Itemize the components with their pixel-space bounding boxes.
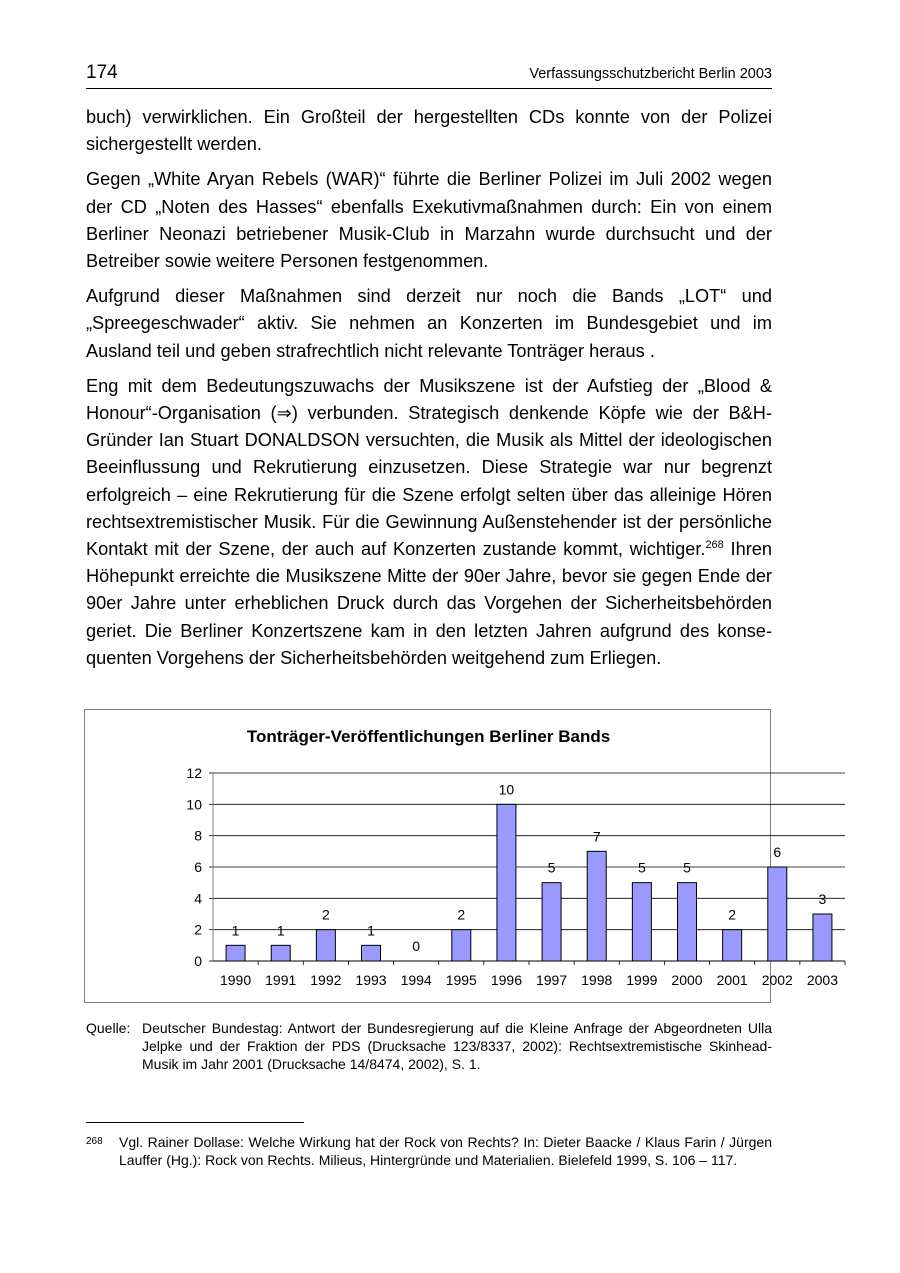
- data-label: 6: [773, 844, 782, 860]
- x-tick-label: 1999: [626, 972, 658, 988]
- data-label: 2: [457, 906, 466, 923]
- x-tick-label: 2003: [806, 972, 839, 988]
- bar: [362, 945, 381, 961]
- x-tick-label: 1995: [445, 972, 477, 988]
- bar: [271, 945, 290, 961]
- paragraph-2: Gegen „White Aryan Rebels (WAR)“ führte die Berliner Polizei im Juli 2002 wegen der CD „Noten des Hasses“ ebenfalls Exekutivmaßnahmen durch: Ein von einem Berliner Neonazi betriebener Musik-Club in Marzahn wurde durchsucht und der Betreiber sowie weitere Personen festgenommen.: [86, 169, 772, 272]
- y-tick-label: 4: [194, 890, 202, 907]
- x-tick-label: 1992: [310, 972, 342, 988]
- x-tick-label: 1997: [535, 972, 568, 988]
- running-header: Verfassungsschutzbericht Berlin 2003: [529, 66, 772, 82]
- x-tick-label: 1994: [400, 972, 432, 988]
- footnote-number: 268: [86, 1136, 103, 1147]
- data-label: 2: [728, 906, 737, 923]
- source-label: Quelle:: [86, 1020, 131, 1036]
- data-label: 1: [276, 922, 285, 939]
- footnote-text: Vgl. Rainer Dollase: Welche Wirkung hat der Rock von Rechts? In: Dieter Baacke / Klaus Farin / Jürgen Lauffer (Hg.): Rock von Rechts. Milieus, Hintergründe und Materialien. Bielefeld 1999, S. 106 – 117.: [119, 1134, 772, 1168]
- x-tick-label: 2002: [761, 972, 793, 988]
- bar: [632, 883, 651, 961]
- data-label: 5: [683, 859, 691, 876]
- x-tick-label: 1996: [490, 972, 523, 988]
- data-label: 5: [637, 859, 646, 876]
- chart-frame: [84, 709, 839, 1003]
- x-tick-label: 1998: [581, 972, 613, 988]
- x-tick-label: 1993: [355, 972, 387, 988]
- x-tick-label: 2001: [716, 972, 748, 988]
- y-tick-label: 0: [194, 953, 202, 969]
- y-tick-label: 2: [194, 921, 202, 938]
- footnote-rule: [86, 1122, 304, 1123]
- page-number: 174: [86, 62, 118, 83]
- header-rule: [86, 88, 772, 89]
- data-label: 1: [231, 922, 240, 939]
- paragraph-3: Aufgrund dieser Maßnahmen sind derzeit nur noch die Bands „LOT“ und „Spreegeschwader“ aktiv. Sie nehmen an Konzerten im Bundesgebiet und im Ausland teil und geben strafrechtlich nicht relevante Tonträger heraus .: [86, 286, 772, 361]
- y-tick-label: 6: [194, 859, 202, 875]
- x-tick-label: 1991: [265, 972, 297, 988]
- source-text: Deutscher Bundestag: Antwort der Bundesregierung auf die Kleine Anfrage der Abgeordneten Ulla Jelpke und der Fraktion der PDS (Drucksache 123/8337, 2002): Rechtsextremistische Skinhead-Musik im Jahr 2001 (Drucksache 14/8474, 2002), S. 1.: [142, 1020, 772, 1072]
- paragraph-4-part-2: Ihren Höhepunkt erreichte die Musikszene Mitte der 90er Jahre, bevor sie gegen Ende der 90er Jahre unter erheblichen Druck durch das Vorgehen der Sicherheitsbehörden geriet. Die Berliner Konzertszene kam in den letzten Jahren aufgrund des konsequenten Vorgehens der Sicherheitsbehörden weitgehend zum Erliegen.: [86, 539, 772, 668]
- chart-title: Tonträger-Veröffentlichungen Berliner Bands: [246, 727, 611, 746]
- bar: [587, 851, 606, 961]
- data-label: 10: [498, 781, 515, 798]
- paragraph-1: buch) verwirklichen. Ein Großteil der hergestellten CDs konnte von der Polizei sichergestellt werden.: [86, 107, 772, 155]
- data-label: 5: [547, 859, 556, 876]
- y-tick-label: 10: [186, 796, 202, 813]
- y-tick-label: 12: [186, 765, 202, 781]
- paragraph-4: [86, 373, 772, 672]
- bar: [678, 883, 697, 961]
- x-tick-label: 2000: [671, 972, 703, 988]
- x-tick-label: 1990: [219, 972, 252, 988]
- bar-chart: [85, 710, 839, 1004]
- data-label: 0: [412, 938, 421, 954]
- data-label: 3: [818, 891, 827, 907]
- bar: [723, 930, 742, 961]
- bar: [226, 945, 245, 961]
- bar: [452, 930, 471, 961]
- data-label: 7: [592, 828, 601, 845]
- bar: [813, 914, 832, 961]
- footnote-reference[interactable]: 268: [705, 539, 724, 552]
- data-label: 2: [321, 906, 330, 923]
- body-text: [86, 104, 772, 672]
- paragraph-4-part-1: Eng mit dem Bedeutungszuwachs der Musikszene ist der Aufstieg der „Blood & Honour“-Organisation (⇒) verbunden. Strategisch denkende Köpfe wie der B&H-Gründer Ian Stuart DONALDSON versuchten, die Musik als Mittel der ideologischen Beeinflussung und Rekrutierung einzusetzen. Diese Strategie war nur begrenzt erfolgreich – eine Rekrutierung für die Szene erfolgt selten über das alleinige Hören rechtsextremistischer Musik. Für die Gewinnung Außenstehender ist der persönliche Kontakt mit der Szene, der auch auf Konzerten zustande kommt, wichtiger.: [86, 375, 772, 560]
- y-tick-label: 8: [194, 827, 202, 844]
- bar: [316, 930, 335, 961]
- data-label: 1: [367, 922, 375, 939]
- bar: [497, 804, 516, 961]
- bar: [542, 883, 561, 961]
- bar: [768, 867, 787, 961]
